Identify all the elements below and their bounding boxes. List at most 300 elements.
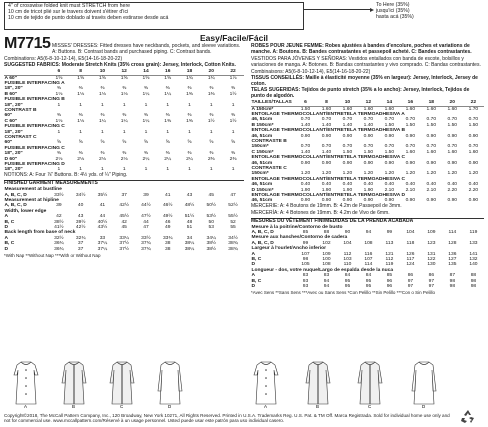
fabric-amount: 0.70 [363,117,374,123]
fabric-row-label: 46, 51cm [251,160,273,166]
measurement-value: 41 [99,203,106,209]
fabric-amount: 1 [231,102,235,108]
measurement-value: 40 [77,203,84,209]
combinations-fr: Combinaisons: A5(6-8-10-12-14), E5(14-16-18-20-22) [251,68,371,75]
garment-sketch [358,362,382,408]
fabric-amount: 1.60 [363,106,374,112]
measurement-value: 52 [230,219,236,225]
fabric-amount: 1⅜ [186,118,193,124]
measurement-value: 48 [186,219,193,225]
fabric-amount: ⅜ [143,86,148,92]
measurement-value: 47 [143,225,149,230]
fabric-amount: 0.40 [447,182,458,188]
measurement-value: 107 [301,251,310,257]
measurement-view: B, C [251,257,262,263]
fabric-amount: 0.70 [468,117,479,123]
measurement-value: 119 [469,230,478,235]
fabric-amount: 1 [166,129,170,135]
fabric-amount: 0.70 [384,117,395,123]
combinations: Combinations: A5(6-8-10-12-14), E5(14-16-18-20-22) [4,55,123,62]
fabric-amount: 1.50 [426,122,437,128]
fabric-amount: 2⅛ [120,156,128,162]
fabric-row-label: 18", 20" [4,86,23,92]
fabric-amount: 1⅞ [229,75,237,81]
measurement-value: 114 [364,262,373,268]
button-icon [265,385,267,387]
measurement-value: 33¾ [162,235,173,241]
measurement-value: 49 [164,225,171,230]
measurement-value: 99 [386,230,393,235]
measurement-value: 32¾ [75,235,86,241]
measurement-view: B, C [4,219,15,225]
fabric-amount: 0.40 [426,182,437,188]
fabric-section-label: CONTRASTE C [251,166,287,172]
measurement-value: 38½ [54,219,64,225]
measurement-value: 110 [343,262,352,268]
stretch-to-here [376,2,488,20]
measurement-value: 94 [323,278,330,284]
fabric-amount: 0.90 [426,160,437,166]
fabric-amount: ⅜ [209,86,214,92]
mercerie: MERCERIE: A: 4 Boutons de 19mm. B: 4.2m de Passepoil de 3mm. [251,203,402,210]
fabric-row-label: 60" [4,113,13,119]
fabric-section-label: ENTOILAGE THERMOCOLLANT/ENTRETELA TERMOADHESIVA A [251,111,405,117]
measurement-view: A [251,273,256,279]
to-here-line: hasta acá (35%) [376,14,414,20]
fabric-amount: 0.90 [363,160,374,166]
garment-sketch [158,362,182,408]
french-spanish-column [251,44,484,296]
button-icon [265,377,267,379]
fabric-amount: 0.90 [321,133,332,139]
measurement-view: A, B, C, D [251,230,274,235]
measurement-value: 93 [302,284,309,290]
fabric-amount: 0.90 [342,198,353,204]
fabric-amount: 1½ [229,118,237,124]
measurement-value: 37¾ [141,241,151,247]
measurement-value: 47½ [141,214,151,220]
stretch-guide-line: 10 cm de tricot plié sur le travers doivent s'étirer d'ici [8,9,129,15]
fabric-row-label: C 60" [4,118,18,124]
fabric-amount: 0.70 [300,117,311,123]
fabric-amount: 1.60 [405,106,416,112]
measurement-value: 45 [121,225,127,230]
measurement-value: 34½ [75,192,86,198]
measurement-heading: Largeur à l'ourlet/Ancho inferior [251,246,327,252]
measurement-value: 34 [186,235,193,241]
measurement-value: 103 [343,257,352,263]
measurement-value: 116 [364,251,373,257]
fabric-row-label: 18", 20" [4,129,23,135]
measurement-value: 38½ [206,241,216,247]
fabric-amount: 1.40 [342,122,353,128]
fabric-amount: ⅜ [56,151,61,157]
fabric-row-label: 46, 51cm [251,198,273,204]
measurement-view: A, B, C, D [251,240,274,246]
garment-sketch [254,362,278,408]
fabric-section-label: FUSIBLE INTERFACING A [4,80,65,86]
fabric-section-label: ENTOILAGE THERMOCOLLANT/ENTRETELA TERMOADHESIVA C [251,155,406,161]
notions: NOTIONS: A: Four ⅞" Buttons. B: 4½ yds. of ¼" Piping. [4,172,128,179]
measurement-value: 50½ [206,203,216,209]
measurement-value: 85 [302,230,309,235]
measurement-value: 98 [470,278,477,284]
fabric-amount: 1¼ [142,91,150,97]
fabric-amount: ⅜ [165,151,170,157]
fabric-amount: 1¼ [99,118,106,124]
fabric-amount: 1¼ [120,118,128,124]
fabric-amount: 0.40 [342,182,353,188]
fabric-amount: 0.90 [405,198,416,204]
fabric-section-label: FUSIBLE INTERFACING B [4,97,65,103]
measurement-value: 48½ [184,203,195,209]
fabric-amount: 1 [231,129,235,135]
fabric-amount: 0.40 [405,182,416,188]
measurement-value: 43½ [97,225,108,230]
fabric-amount: 1 [101,102,104,108]
measurement-value: 37¼ [97,241,108,247]
fabric-amount: 1 [209,102,213,108]
garment-label: D [168,404,172,408]
fabric-amount: 0.70 [405,117,416,123]
fabric-row-label: D 150cm* [251,187,274,193]
measurement-value: 122 [427,257,436,263]
measurement-value: 95 [344,284,351,290]
fabric-row-label: 150cm* [251,144,269,150]
measurement-value: 83 [323,273,330,279]
size-header: 22 [222,69,244,75]
fabric-amount: 1.20 [447,171,458,177]
button-icon [265,369,267,371]
size-header: 16 [400,100,421,106]
measurement-value: 108 [322,262,331,268]
fabric-amount: 1 [209,129,213,135]
measurement-value: 112 [385,257,394,263]
fabric-amount: 1 [122,129,126,135]
fabric-amount: 1.50 [447,122,458,128]
fabric-amount: 1.90 [321,187,332,193]
fabric-amount: 0.40 [300,182,311,188]
measurement-value: 33 [99,235,106,241]
fabric-amount: ⅜ [100,86,105,92]
measurement-value: 43 [77,214,84,220]
fabric-amount: 0.90 [342,160,353,166]
fabric-amount: 2¼ [142,156,150,162]
measurement-value: 85 [386,273,393,279]
measurement-value: 88 [323,230,330,235]
fabric-amount: 1.60 [426,149,437,155]
measurement-value: 97 [407,278,414,284]
garment-sketch [62,362,86,408]
fabric-amount: 0.40 [468,182,479,188]
fabric-section-label: FUSIBLE INTERFACING D [4,162,65,168]
fabric-amount: 1¾ [186,75,193,81]
measurement-value: 32½ [54,235,64,241]
stretch-guide [4,2,484,32]
measurement-value: 114 [448,230,457,235]
fabric-row-label: 18", 20" [4,151,23,157]
measurement-heading: Mesure à la poitrine/Contorno de busto [251,224,343,230]
fabric-amount: 1⅝ [55,75,63,81]
measurement-value: 96 [386,284,393,290]
suggested-fabrics: SUGGESTED FABRICS: Moderate Stretch Knits (35% cross grain): Jersey, Interlock, Cotton Knits. [4,62,236,69]
measurement-value: 133 [469,240,478,246]
fabric-amount: 1.50 [342,149,353,155]
size-header-label: TAILLES/TALLAS [251,100,295,106]
measurement-value: 87 [449,273,456,279]
measurement-view: D [251,284,256,290]
measurement-value: 86 [407,273,414,279]
size-header: 14 [135,69,157,75]
garment-sketch [110,362,134,408]
fabric-amount: 0.90 [405,133,416,139]
fabric-amount: 1½ [207,118,215,124]
measurement-value: 124 [406,262,415,268]
garment-label: B [316,404,320,408]
fabric-amount: 1.20 [342,171,353,177]
fabric-amount: ⅜ [187,86,192,92]
fabric-amount: 1.50 [363,149,374,155]
fabric-amount: 1.20 [300,171,311,177]
fabric-section-label: ENTOILAGE THERMOCOLLANT/ENTRETELA TERMOADHESIVA B [251,128,406,134]
fabric-amount: 0.90 [300,198,311,204]
fabric-amount: 1.50 [405,122,416,128]
fabric-section-label: ENTOILAGE THERMOCOLLANT/ENTRETELA TERMOADHESIVA C [251,176,406,182]
measurement-value: 37½ [119,246,129,252]
measurement-value: 39 [143,192,149,198]
garment-sketch [14,362,38,408]
measurement-value: 50 [208,219,214,225]
fabric-amount: ⅜ [56,86,61,92]
measurement-heading: Back length from base of neck [4,230,76,236]
fabric-amount: 1.60 [447,149,458,155]
fabric-section-label: CONTRAST B [4,107,37,113]
measurement-view: B, C [4,241,15,247]
fabric-amount: 0.90 [426,198,437,204]
fabric-section-label: CONTRASTE B [251,139,287,144]
measurement-value: 33½ [54,192,64,198]
measurement-value: 93 [302,278,309,284]
fabric-amount: ⅜ [231,86,236,92]
fabric-amount: 1.20 [468,171,479,177]
measurement-value: 119 [385,262,394,268]
measurement-value: 42 [56,214,62,220]
measurement-value: 107 [364,257,373,263]
fabric-amount: 1⅜ [164,118,172,124]
fabric-amount: 1½ [229,91,237,97]
fabric-amount: ⅜ [187,151,192,157]
measurement-value: 128 [448,240,457,246]
fabric-amount: 0.90 [426,133,437,139]
measurement-view: A [251,251,256,257]
fabric-amount: 1.50 [384,149,395,155]
measurement-value: 37½ [119,241,129,247]
fabric-amount: 1¼ [142,118,150,124]
measurement-value: 36¾ [54,246,64,252]
nap-note-fr: *Avec Sens **Sans Sens ***Avec ou Sans Sens *Con Pelillo **Sin Pelillo ***Con o Sin Pelillo [251,290,435,296]
fabric-amount: 2⅜ [207,156,215,162]
description-fr: ROBES POUR JEUNE FEMME: Robes ajustées à bandes d'encolure, poches et variations de manche. A: Boutons. B: Bandes contrastantes et passepoil acheté. C: Bandes contrastantes. [251,43,472,55]
measurement-view: D [4,225,9,230]
fabric-amount: 0.90 [447,198,458,204]
fabric-amount: 1⅝ [164,75,172,81]
measurement-value: 35½ [97,192,108,198]
measurement-value: 38¾ [228,241,238,247]
fabric-amount: 0.70 [426,144,437,150]
garment-svg [4,360,484,408]
fabric-amount: 1.20 [363,171,374,177]
fabric-amount: 1.60 [384,106,395,112]
english-column [4,44,244,259]
fabric-row-label: 46, 51cm [251,182,273,188]
fabric-amount: 0.90 [363,133,374,139]
measurement-value: 94 [323,284,330,290]
measurement-value: 118 [406,240,415,246]
measurement-value: 132 [469,257,478,263]
measurement-value: 95 [365,278,372,284]
fabric-section-label: ENTOILAGE THERMOCOLLANT/ENTRETELA TERMOADHESIVA D [251,193,406,199]
measurement-value: 39 [56,203,62,209]
fabric-amount: ⅝ [209,140,214,146]
measurement-value: 38 [164,246,171,252]
fabric-amount: ⅜ [165,86,170,92]
measurement-value: 53½ [206,214,216,220]
measurement-value: 49½ [162,214,173,220]
fabric-amount: 0.90 [342,133,353,139]
fabric-amount: 0.70 [447,117,458,123]
fabric-section-label: FUSIBLE INTERFACING C [4,145,65,151]
measurement-value: 95 [344,278,351,284]
measurement-value: 41 [164,192,171,198]
fabric-amount: ⅝ [143,140,148,146]
fabric-amount: ⅜ [143,113,148,119]
fabric-amount: 1.20 [321,171,332,177]
fabric-amount: 1.40 [300,122,311,128]
measurement-view: A, B, C, D [4,203,27,209]
measurement-value: 38½ [206,246,216,252]
fabric-amount: 1.60 [321,106,332,112]
measurements-section [4,180,244,252]
fabric-amount: 1.60 [342,106,353,112]
fabric-amount: ⅜ [56,113,61,119]
fabric-amount: 2.20 [468,187,479,193]
fabric-amount: 0.70 [426,117,437,123]
measurement-value: 86 [428,273,435,279]
fabric-amount: 0.40 [321,182,332,188]
fabric-amount: 0.70 [342,117,353,123]
fabric-amount: ⅜ [100,151,105,157]
measurement-value: 97 [428,278,435,284]
fabric-amount: ⅜ [165,113,170,119]
fabric-amount: 1 [166,102,170,108]
fabric-amount: 0.70 [468,144,479,150]
fabric-amount: 1 [101,129,104,135]
description-es: VESTIDOS PARA JÓVENES Y SEÑORAS: Vestidos entallados con banda de escote, bolsillos y variaciones de manga. A: Botones. B: Bandas contrastantes y vivo comprado. C: Bandas contrastantes. [251,55,481,68]
fabric-amount: 1.50 [468,122,479,128]
fabric-amount: ⅝ [56,140,61,146]
garment-label: B [72,404,76,408]
fabric-amount: 1⅛ [55,118,63,124]
measurement-value: 37 [121,192,127,198]
size-header: 22 [463,100,484,106]
fabric-amount: ⅜ [187,113,192,119]
measurement-value: 112 [343,251,352,257]
button-icon [25,393,27,395]
measurement-view: A, B, C, D [4,192,27,198]
measurement-value: 135 [448,262,457,268]
measurement-value: 47 [230,192,236,198]
fabric-amount: 1.40 [321,122,332,128]
measurement-value: 126 [406,251,415,257]
fabric-amount: 0.70 [384,144,395,150]
garment-sketch [306,362,330,408]
fabric-amount: 0.90 [447,133,458,139]
fabric-amount: 0.90 [468,198,479,204]
measurement-value: 108 [364,240,373,246]
fabric-amount: ⅜ [143,151,148,157]
measurement-view: A [4,235,9,241]
measurement-value: 127 [448,257,457,263]
fabric-amount: 1.60 [405,149,416,155]
measurement-value: 39½ [75,219,86,225]
fabric-amount: 1.20 [405,171,416,177]
fabric-amount: ⅜ [231,113,236,119]
measurement-value: 102 [322,240,331,246]
fabric-amount: 1⅛ [120,91,128,97]
fabric-section-label: FUSIBLE INTERFACING C [4,124,65,130]
measurement-heading: Longueur - dos, votre nuque/Largo de espalda desde la nuca [251,267,394,273]
measurement-value: 44 [99,214,106,220]
fabric-row-label: 46, 51cm [251,117,273,123]
fabric-row-label: A 150cm* [251,106,274,112]
fabric-amount: 0.70 [321,144,332,150]
measurement-value: 37 [77,246,84,252]
metrage-table [251,100,484,204]
to-here-line: To Here (35%) [376,2,410,8]
fabric-amount: 1.40 [321,149,332,155]
fabric-amount: 0.90 [300,160,311,166]
fabric-amount: 1 [188,102,191,108]
fabric-row-label: 60" [4,140,13,146]
measurement-value: 40½ [97,219,108,225]
fabric-amount: 0.70 [321,117,332,123]
fabric-amount: 0.90 [321,160,332,166]
fabric-amount: 0.70 [405,144,416,150]
measurement-value: 84 [344,273,351,279]
fabric-amount: 2.10 [384,187,395,193]
measurement-value: 44 [143,219,149,225]
measurement-value: 37¾ [141,246,151,252]
measurement-value: 42½ [119,203,129,209]
fabric-amount: 2⅛ [99,156,106,162]
size-header: 12 [358,100,379,106]
stretch-guide-line: 10 cm de tejido de punto doblado al través deben estirarse desde acá [8,15,169,21]
measurement-value: 104 [343,240,352,246]
fabric-row-label: D 60" [4,156,18,162]
measurement-value: 55½ [228,214,238,220]
mesures-table [251,225,484,290]
fabric-amount: 1⅛ [77,91,85,97]
measurement-value: 33½ [141,235,151,241]
fabric-amount: 0.70 [447,144,458,150]
measurement-view: D [251,262,256,268]
measurement-value: 121 [385,251,394,257]
fabric-amount: 1⅜ [207,91,215,97]
button-icon [25,377,27,379]
description: MISSES' DRESSES: Fitted dresses have neckbands, pockets, and sleeve variations. A: Buttons. B: Contrast bands and purchased piping. C: Contrast bands. [52,43,241,55]
fabric-row-label: B 150cm* [251,122,274,128]
size-header: 14 [379,100,400,106]
